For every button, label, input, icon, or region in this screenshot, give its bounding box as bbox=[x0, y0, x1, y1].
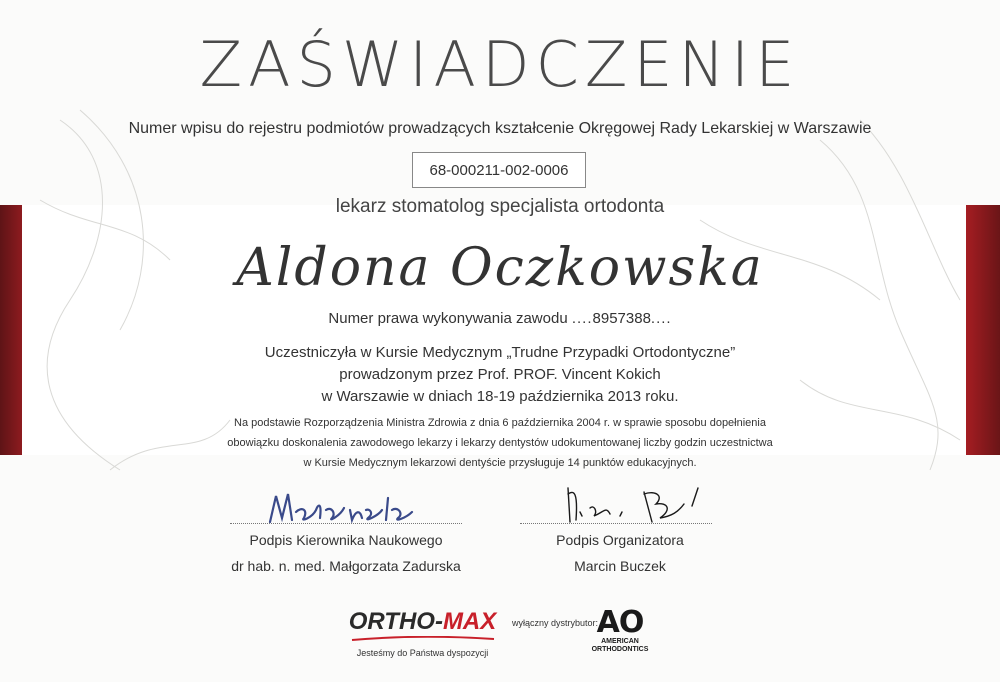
signature-name-left: dr hab. n. med. Małgorzata Zadurska bbox=[231, 558, 461, 574]
ortho-max-swoosh bbox=[348, 636, 498, 642]
ao-mark: AO bbox=[596, 605, 644, 640]
ortho-max-brand bbox=[345, 608, 500, 636]
license-dots-before: .... bbox=[571, 310, 593, 327]
distributor-label: wyłączny dystrybutor: bbox=[512, 618, 599, 628]
course-line-2: prowadzonym przez Prof. PROF. Vincent Kokich bbox=[339, 366, 661, 383]
signature-line-right bbox=[520, 523, 712, 524]
american-orthodontics-logo bbox=[590, 605, 650, 654]
signature-right bbox=[560, 482, 720, 528]
ortho-max-tagline: Jesteśmy do Państwa dyspozycji bbox=[356, 648, 489, 658]
signature-role-right: Podpis Organizatora bbox=[556, 532, 684, 548]
course-line-3: w Warszawie w dniach 18-19 października 2013 roku. bbox=[321, 388, 679, 405]
signature-line-left bbox=[230, 523, 462, 524]
course-info bbox=[0, 342, 1000, 408]
license-number: 8957388 bbox=[592, 310, 651, 327]
registry-number: 68-000211-002-0006 bbox=[429, 161, 569, 179]
recipient-name: Aldona Oczkowska bbox=[236, 238, 764, 298]
profession: lekarz stomatolog specjalista ortodonta bbox=[335, 196, 665, 217]
signature-role-left: Podpis Kierownika Naukowego bbox=[249, 532, 443, 548]
registry-number-box bbox=[412, 152, 586, 188]
ortho-max-brand-part1: ORTHO- bbox=[348, 608, 443, 635]
certificate-title: ZAŚWIADCZENIE bbox=[199, 28, 801, 101]
course-line-1: Uczestniczyła w Kursie Medycznym „Trudne Przypadki Ortodontyczne” bbox=[264, 344, 736, 361]
ao-line-1: AMERICAN bbox=[601, 638, 639, 645]
ortho-max-brand-part2: MAX bbox=[442, 608, 497, 635]
ortho-max-logo bbox=[345, 608, 500, 658]
license-line bbox=[0, 310, 1000, 327]
legal-line-3: w Kursie Medycznym lekarzowi dentyście przysługuje 14 punktów edukacyjnych. bbox=[303, 457, 697, 469]
legal-line-1: Na podstawie Rozporządzenia Ministra Zdrowia z dnia 6 października 2004 r. w sprawie sposobu dopełnienia bbox=[234, 417, 766, 429]
license-dots-after: .... bbox=[650, 310, 672, 327]
registry-label: Numer wpisu do rejestru podmiotów prowadzących kształcenie Okręgowej Rady Lekarskiej w Warszawie bbox=[128, 120, 872, 137]
license-label: Numer prawa wykonywania zawodu bbox=[328, 310, 568, 327]
ao-line-2: ORTHODONTICS bbox=[591, 646, 649, 653]
signature-name-right: Marcin Buczek bbox=[574, 558, 666, 574]
legal-line-2: obowiązku doskonalenia zawodowego lekarzy i lekarzy dentystów udokumentowanej liczby godzin uczestnictwa bbox=[227, 437, 773, 449]
legal-text bbox=[0, 413, 1000, 473]
